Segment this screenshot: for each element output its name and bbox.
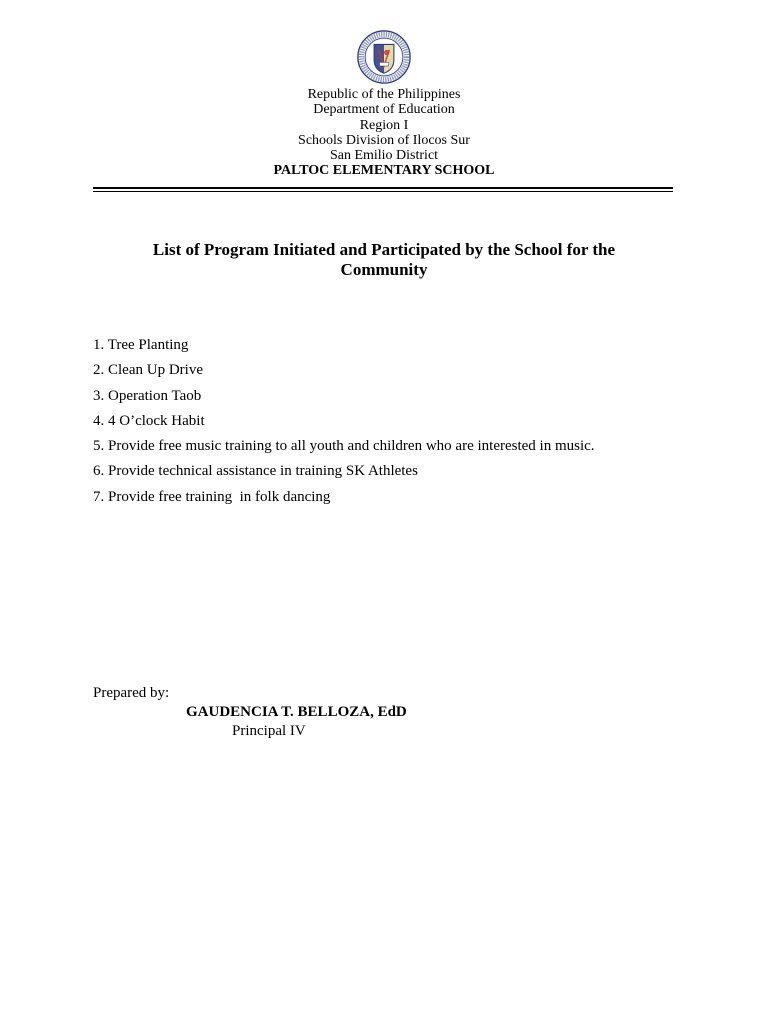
department-line: Department of Education <box>313 102 455 118</box>
list-item: 1. Tree Planting <box>93 337 189 353</box>
region-line: Region I <box>359 117 409 133</box>
header-divider-thick <box>93 187 673 189</box>
header-divider-thin <box>93 191 673 192</box>
list-item: 6. Provide technical assistance in training SK Athletes <box>93 463 418 480</box>
school-name: PALTOC ELEMENTARY SCHOOL <box>273 163 495 179</box>
list-item: 3. Operation Taob <box>93 387 202 404</box>
signatory-name: GAUDENCIA T. BELLOZA, EdD <box>186 704 407 720</box>
program-list <box>93 336 595 513</box>
document-title: List of Program Initiated and Participated by the School for the Community <box>152 240 616 279</box>
division-line: Schools Division of Ilocos Sur <box>298 132 470 148</box>
signatory-position: Principal IV <box>232 723 306 739</box>
letterhead <box>0 87 768 179</box>
deped-seal-icon <box>357 30 411 84</box>
list-item: 5. Provide free music training to all youth and children who are interested in music. <box>93 438 595 455</box>
prepared-by-label: Prepared by: <box>93 685 170 701</box>
list-item: 7. Provide free training in folk dancing <box>93 488 331 505</box>
country-line: Republic of the Philippines <box>307 87 461 102</box>
district-line: San Emilio District <box>329 148 439 164</box>
list-item: 4. 4 O’clock Habit <box>93 412 205 429</box>
list-item: 2. Clean Up Drive <box>93 362 203 379</box>
